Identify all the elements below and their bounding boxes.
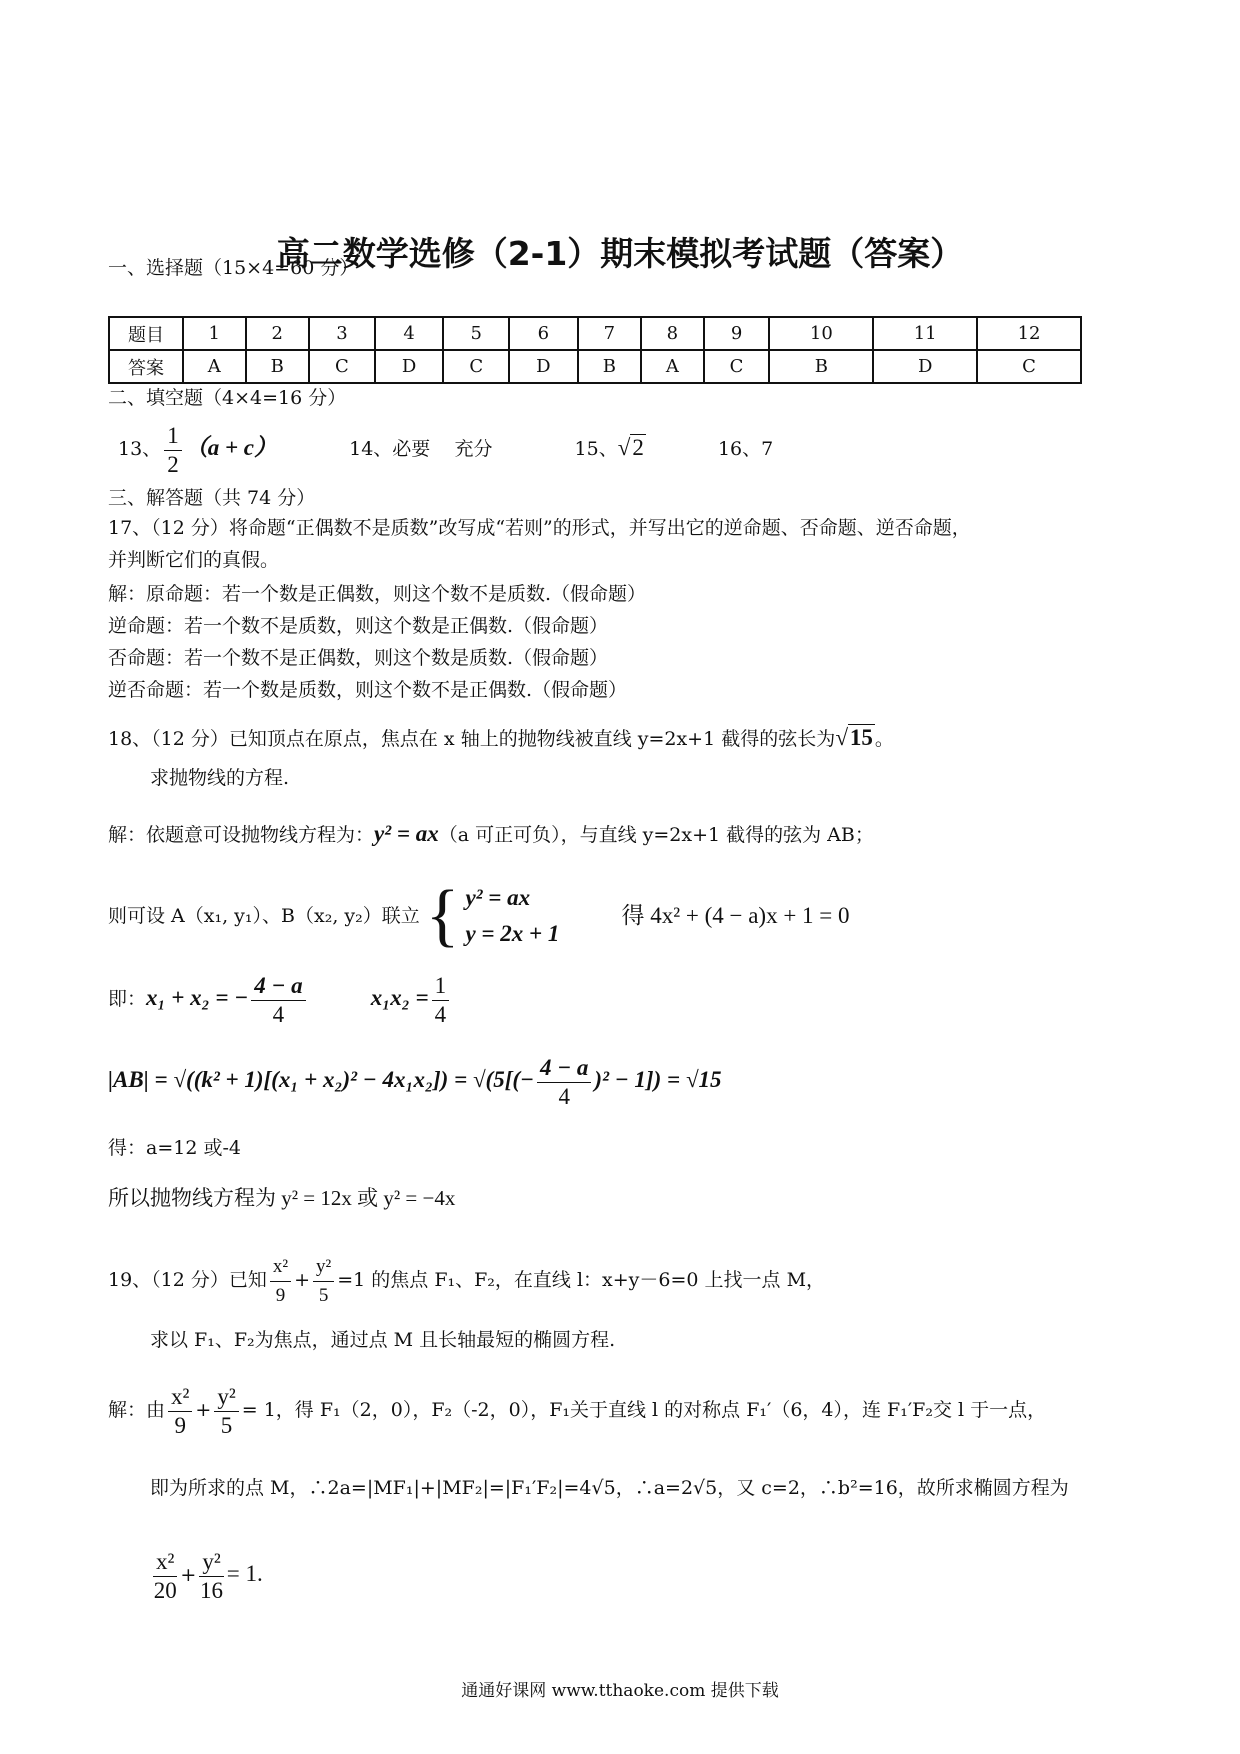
table-cell: B (769, 350, 873, 383)
fraction-numerator: x² (153, 1548, 177, 1577)
system-eq1: y² = ax (465, 885, 531, 910)
fraction-numerator: 1 (432, 972, 450, 1001)
table-cell: 11 (873, 317, 977, 350)
q19-sol-label: 解：由 (108, 1399, 166, 1421)
table-cell: 12 (977, 317, 1081, 350)
q18-sol2-text: 则可设 A（x₁, y₁）、B（x₂, y₂）联立 (108, 905, 420, 927)
fraction-denominator: 5 (318, 1284, 329, 1306)
q13-fraction (164, 422, 182, 479)
q18-product: x₁x₂ = (370, 985, 429, 1010)
table-cell: 6 (509, 317, 578, 350)
q18-sol-text: 解：依题意可设抛物线方程为： (108, 824, 375, 846)
table-cell: 3 (309, 317, 375, 350)
q18-chord-length-b: )² − 1]) = √15 (594, 1067, 722, 1092)
q19-sol-text: = 1，得 F₁（2，0），F₂（-2，0），F₁关于直线 l 的对称点 F₁′（6，4），连 F₁′F₂交 l 于一点， (241, 1399, 1047, 1421)
q18-sum: x₁ + x₂ = − (146, 985, 249, 1010)
q18-text: 18、（12 分）已知顶点在原点，焦点在 x 轴上的抛物线被直线 y=2x+1 截得的弦长为 (108, 728, 836, 750)
q16-answer: 16、7 (717, 438, 774, 460)
table-cell: B (578, 350, 642, 383)
q18-solution-line2 (108, 877, 850, 960)
q14-answer: 14、必要 充分 (349, 438, 493, 460)
q18-sum-fraction (251, 972, 305, 1029)
fraction-denominator: 20 (153, 1577, 177, 1603)
equation-system (465, 880, 559, 952)
q18-product-fraction (432, 972, 450, 1029)
q19-text2: =1 的焦点 F₁、F₂，在直线 l：x+y－6=0 上找一点 M， (337, 1269, 826, 1291)
table-cell: C (443, 350, 509, 383)
footer-source: 通通好课网 www.tthaoke.com 提供下载 (461, 1681, 779, 1701)
q19-solution-line2: 即为所求的点 M，∴2a=|MF₁|+|MF₂|=|F₁′F₂|=4√5，∴a=2√5，又 c=2，∴b²=16，故所求椭圆方程为 (150, 1477, 1069, 1499)
q19-text: 19、（12 分）已知 (108, 1269, 267, 1291)
section-heading-solve: 三、解答题（共 74 分） (108, 487, 316, 509)
q18-chord-fraction (537, 1054, 591, 1111)
section-heading-choice: 一、选择题（15×4=60 分） (108, 257, 359, 279)
fraction-numerator: y² (313, 1253, 334, 1282)
final-fraction-x (153, 1548, 177, 1605)
fraction-denominator: 4 (272, 1001, 285, 1027)
q18-parabola-eq: y² = ax (374, 821, 439, 846)
q18-solution-line3 (108, 968, 452, 1029)
final-fraction-y (199, 1548, 223, 1605)
q17-question-line1: 17、（12 分）将命题“正偶数不是质数”改写成“若则”的形式，并写出它的逆命题、否命题、逆否命题， (108, 517, 971, 539)
q13-label: 13、 (118, 438, 162, 460)
q15-value: 2 (632, 435, 644, 460)
table-header-cell: 题目 (109, 317, 183, 350)
table-row-answers (109, 350, 1081, 383)
fraction-denominator: 9 (275, 1284, 286, 1306)
fraction-denominator: 9 (174, 1412, 186, 1438)
fraction-numerator: 4 − a (251, 972, 305, 1001)
table-cell: 5 (443, 317, 509, 350)
table-cell: B (246, 350, 310, 383)
q19-question-line2: 求以 F₁、F₂为焦点，通过点 M 且长轴最短的椭圆方程. (150, 1329, 616, 1351)
q18-sol3-label: 即： (108, 988, 147, 1010)
table-cell: 10 (769, 317, 873, 350)
q19-fraction-y (313, 1253, 334, 1310)
system-eq2: y = 2x + 1 (465, 921, 560, 946)
answer-table (108, 316, 1082, 384)
fraction-numerator: y² (214, 1383, 238, 1412)
q18-sqrt-value: 15 (849, 725, 873, 750)
q18-quadratic: 得 4x² + (4 − a)x + 1 = 0 (621, 903, 850, 928)
table-cell: 1 (183, 317, 246, 350)
table-cell: 7 (578, 317, 642, 350)
fraction-denominator: 16 (200, 1577, 224, 1603)
brace-icon: { (425, 877, 460, 954)
table-header-cell: 答案 (109, 350, 183, 383)
table-cell: C (704, 350, 770, 383)
final-equation-end: = 1. (226, 1561, 263, 1586)
page-title: 高二数学选修（2-1）期末模拟考试题（答案） (276, 234, 964, 273)
q19-sol-fraction-y (214, 1383, 238, 1440)
q18-chord-length-a: |AB| = √((k² + 1)[(x₁ + x₂)² − 4x₁x₂]) = √(5[(− (108, 1067, 534, 1092)
fraction-numerator: x² (270, 1253, 291, 1282)
fraction-numerator: 1 (164, 422, 182, 451)
q19-sol-fraction-x (168, 1383, 192, 1440)
table-row-numbers (109, 317, 1081, 350)
fraction-denominator: 5 (220, 1412, 233, 1438)
table-cell: D (375, 350, 444, 383)
fraction-numerator: x² (168, 1383, 192, 1412)
q17-answer-original: 解：原命题：若一个数是正偶数，则这个数不是质数.（假命题） (108, 583, 647, 605)
q19-question-line1: 19、（12 分）已知 $\frac{\text{x²}}{9}$ + $\frac{\text{y²}}{5}$ =1 的焦点 F₁、F₂，在直线 l：x+y－6=0 上找一点 M， (108, 1250, 825, 1310)
table-cell: C (309, 350, 375, 383)
table-cell: 9 (704, 317, 770, 350)
table-cell: 2 (246, 317, 310, 350)
q18-solution-line6: 所以抛物线方程为 y² = 12x 或 y² = −4x (108, 1186, 456, 1210)
table-cell: C (977, 350, 1081, 383)
table-cell: 8 (641, 317, 704, 350)
table-cell: 4 (375, 317, 444, 350)
q18-question-line1 (108, 726, 894, 751)
q17-answer-converse: 逆命题：若一个数不是质数，则这个数是正偶数.（假命题） (108, 615, 609, 637)
sqrt-icon: √ (617, 435, 631, 460)
fraction-numerator: y² (199, 1548, 223, 1577)
q19-final-equation: $\frac{\text{x²}}{20}$ + $\frac{\text{y²}}{16}$ = 1. (153, 1548, 263, 1603)
q17-answer-contrapositive: 逆否命题：若一个数是质数，则这个数不是正偶数.（假命题） (108, 679, 628, 701)
table-cell: D (873, 350, 977, 383)
table-cell: D (509, 350, 578, 383)
fill-answers (118, 420, 773, 479)
fraction-denominator: 4 (434, 1001, 447, 1027)
fraction-denominator: 2 (167, 451, 179, 477)
q13-expression: （a + c） (184, 435, 278, 460)
section-heading-fill: 二、填空题（4×4=16 分） (108, 387, 347, 409)
sqrt-icon: √ (835, 725, 848, 750)
q18-punct: 。 (874, 728, 894, 750)
table-cell: A (183, 350, 246, 383)
q17-question-line2: 并判断它们的真假。 (108, 549, 280, 571)
fraction-denominator: 4 (558, 1083, 570, 1109)
q17-answer-inverse: 否命题：若一个数不是正偶数，则这个数是质数.（假命题） (108, 647, 609, 669)
q18-question-line2: 求抛物线的方程. (150, 767, 290, 789)
q19-fraction-x (270, 1253, 291, 1310)
table-cell: A (641, 350, 704, 383)
q18-solution-line4 (108, 1050, 721, 1111)
fraction-numerator: 4 − a (537, 1054, 591, 1083)
q15-label: 15、 (574, 438, 618, 460)
q18-solution-line5: 得：a=12 或-4 (108, 1137, 241, 1159)
q19-solution-line1: 解：由 $\frac{\text{x²}}{9}$ + $\frac{\text{y²}}{5}$ = 1，得 F₁（2，0），F₂（-2，0），F₁关于直线 l 的对称点 F₁′（6，4），连 F₁′F₂交 l 于一点， (108, 1383, 1047, 1438)
q18-sol-text2: （a 可正可负），与直线 y=2x+1 截得的弦为 AB； (438, 824, 874, 846)
q18-solution-line1 (108, 822, 874, 847)
